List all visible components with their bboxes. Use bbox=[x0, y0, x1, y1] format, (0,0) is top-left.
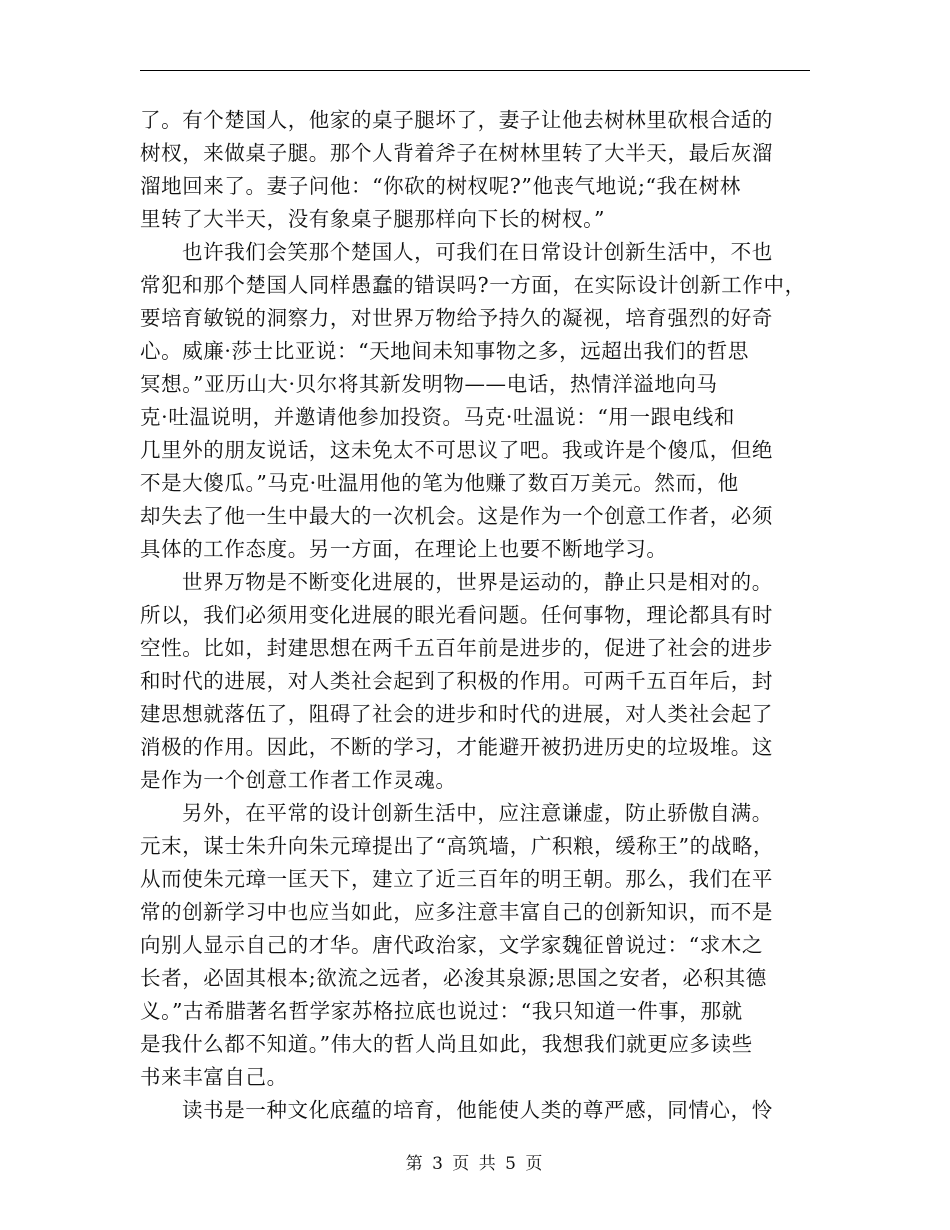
text-line: 消极的作用。因此，不断的学习，才能避开被扔进历史的垃圾堆。这 bbox=[140, 735, 773, 759]
paragraph-start-line: 另外，在平常的设计创新生活中，应注意谦虚，防止骄傲自满。 bbox=[182, 801, 773, 825]
paragraph-start-line: 读书是一种文化底蕴的培育，他能使人类的尊严感，同情心，怜 bbox=[182, 1098, 773, 1122]
paragraph-start-line: 世界万物是不断变化进展的，世界是运动的，静止只是相对的。 bbox=[182, 570, 773, 594]
text-line: 所以，我们必须用变化进展的眼光看问题。任何事物，理论都具有时 bbox=[140, 603, 773, 627]
body-text bbox=[140, 104, 812, 1127]
text-line: 和时代的进展，对人类社会起到了积极的作用。可两千五百年后，封 bbox=[140, 669, 773, 693]
text-line: 心。威廉·莎士比亚说：“天地间未知事物之多，远超出我们的哲思 bbox=[140, 339, 749, 363]
text-line: 是作为一个创意工作者工作灵魂。 bbox=[140, 768, 457, 792]
text-line: 常的创新学习中也应当如此，应多注意丰富自己的创新知识，而不是 bbox=[140, 900, 773, 924]
text-line: 几里外的朋友说话，这未免太不可思议了吧。我或许是个傻瓜，但绝 bbox=[140, 438, 773, 462]
header-rule bbox=[140, 70, 810, 71]
text-line: 元末，谋士朱升向朱元璋提出了“高筑墙，广积粮，缓称王”的战略， bbox=[140, 834, 775, 858]
text-line: 是我什么都不知道。”伟大的哲人尚且如此，我想我们就更应多读些 bbox=[140, 1032, 753, 1056]
text-line: 树杈，来做桌子腿。那个人背着斧子在树林里转了大半天，最后灰溜 bbox=[140, 141, 773, 165]
text-line: 建思想就落伍了，阻碍了社会的进步和时代的进展，对人类社会起了 bbox=[140, 702, 773, 726]
text-line: 不是大傻瓜。”马克·吐温用他的笔为他赚了数百万美元。然而，他 bbox=[140, 471, 739, 495]
text-line: 克·吐温说明，并邀请他参加投资。马克·吐温说：“用一跟电线和 bbox=[140, 405, 736, 429]
text-line: 要培育敏锐的洞察力，对世界万物给予持久的凝视，培育强烈的好奇 bbox=[140, 306, 773, 330]
text-line: 长者，必固其根本;欲流之远者，必浚其泉源;思国之安者，必积其德 bbox=[140, 966, 767, 990]
text-line: 常犯和那个楚国人同样愚蠢的错误吗?一方面，在实际设计创新工作中， bbox=[140, 273, 806, 297]
text-line: 却失去了他一生中最大的一次机会。这是作为一个创意工作者，必须 bbox=[140, 504, 773, 528]
page-number-footer: 第 3 页 共 5 页 bbox=[405, 1154, 545, 1174]
text-line: 了。有个楚国人，他家的桌子腿坏了，妻子让他去树林里砍根合适的 bbox=[140, 108, 773, 132]
text-line: 义。”古希腊著名哲学家苏格拉底也说过：“我只知道一件事，那就 bbox=[140, 999, 743, 1023]
text-line: 向别人显示自己的才华。唐代政治家，文学家魏征曾说过：“求木之 bbox=[140, 933, 763, 957]
text-line: 具体的工作态度。另一方面，在理论上也要不断地学习。 bbox=[140, 537, 668, 561]
text-line: 书来丰富自己。 bbox=[140, 1065, 288, 1089]
text-line: 冥想。”亚历山大·贝尔将其新发明物——电话，热情洋溢地向马 bbox=[140, 372, 718, 396]
text-line: 从而使朱元璋一匡天下，建立了近三百年的明王朝。那么，我们在平 bbox=[140, 867, 773, 891]
text-line: 空性。比如，封建思想在两千五百年前是进步的，促进了社会的进步 bbox=[140, 636, 773, 660]
text-line: 里转了大半天，没有象桌子腿那样向下长的树杈。” bbox=[140, 207, 606, 231]
paragraph-start-line: 也许我们会笑那个楚国人，可我们在日常设计创新生活中，不也 bbox=[182, 240, 773, 264]
text-line: 溜地回来了。妻子问他：“你砍的树杈呢?”他丧气地说;“我在树林 bbox=[140, 174, 741, 198]
